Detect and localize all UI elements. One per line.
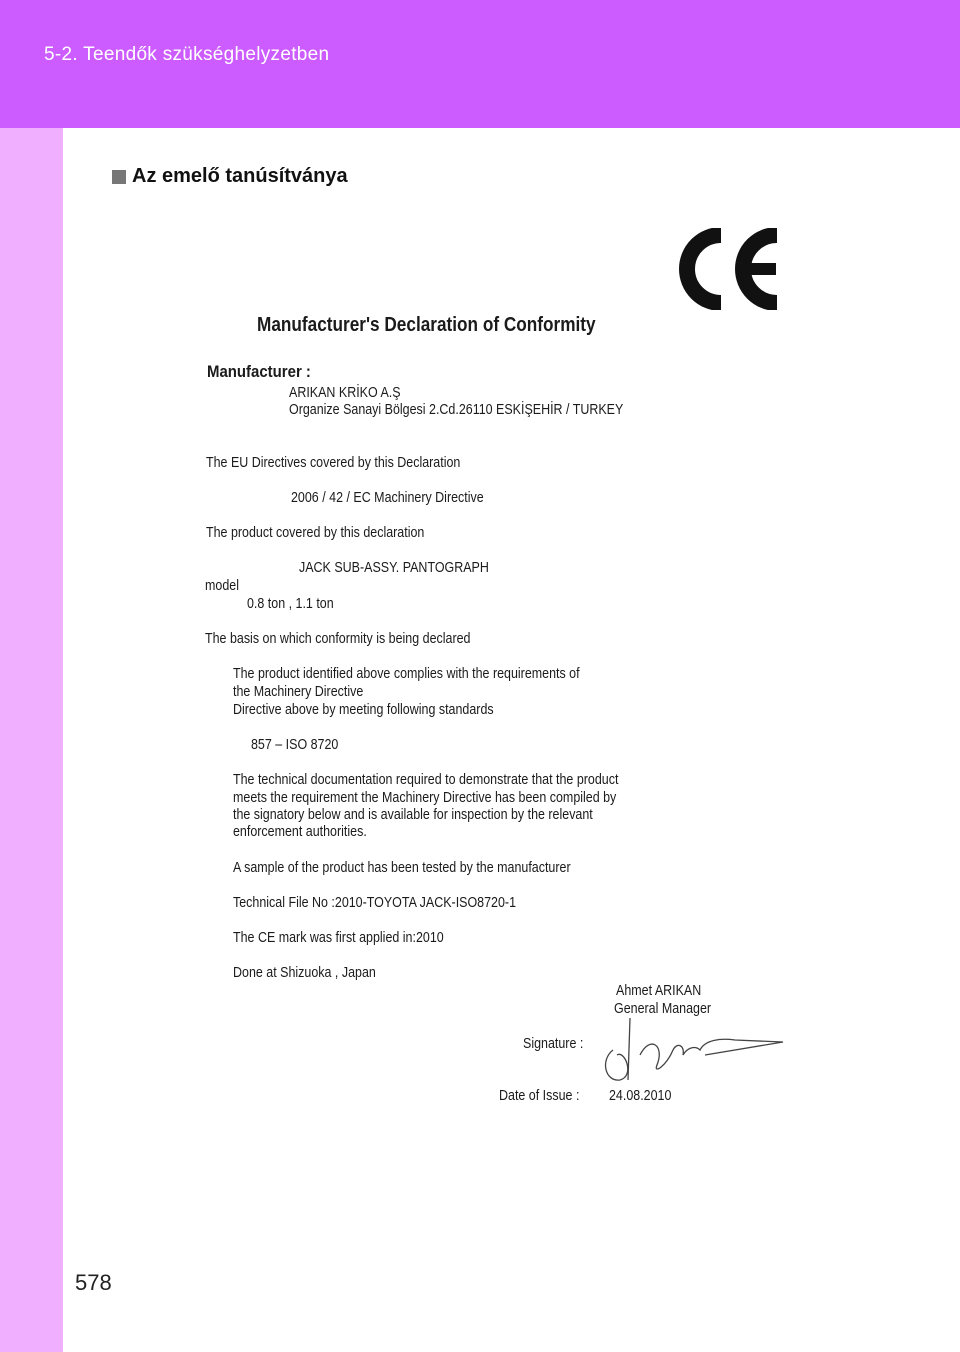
side-strip — [0, 128, 63, 1352]
basis-line: Directive above by meeting following standards — [233, 702, 494, 718]
manufacturer-name: ARIKAN KRİKO A.Ş — [289, 385, 401, 401]
manufacturer-address: Organize Sanayi Bölgesi 2.Cd.26110 ESKİŞEHİR / TURKEY — [289, 402, 624, 418]
standard: 857 – ISO 8720 — [251, 737, 339, 753]
bullet-square-icon — [112, 170, 126, 184]
basis-label: The basis on which conformity is being declared — [205, 631, 471, 647]
signature — [595, 1010, 785, 1088]
product-label: The product covered by this declaration — [206, 525, 425, 541]
section-title: 5-2. Teendők szükséghelyzetben — [44, 44, 330, 65]
signature-label: Signature : — [523, 1036, 584, 1052]
signer-title: General Manager — [614, 1001, 712, 1017]
done-at: Done at Shizuoka , Japan — [233, 965, 376, 981]
header-band — [0, 0, 960, 128]
section-heading — [112, 165, 348, 188]
technical-file: Technical File No :2010-TOYOTA JACK-ISO8720-1 — [233, 895, 517, 911]
product-name: JACK SUB-ASSY. PANTOGRAPH — [299, 560, 489, 576]
ce-applied: The CE mark was first applied in:2010 — [233, 930, 444, 946]
basis-line: the Machinery Directive — [233, 684, 364, 700]
date-label: Date of Issue : — [499, 1088, 580, 1104]
tech-doc-line: The technical documentation required to demonstrate that the product — [233, 772, 619, 788]
ce-mark-logo — [676, 228, 784, 310]
tech-doc-line: the signatory below and is available for inspection by the relevant — [233, 807, 593, 823]
model-value: 0.8 ton , 1.1 ton — [247, 596, 334, 612]
signer-name: Ahmet ARIKAN — [616, 983, 702, 999]
section-heading-text: Az emelő tanúsítványa — [132, 165, 348, 187]
directive: 2006 / 42 / EC Machinery Directive — [291, 490, 484, 506]
date-value: 24.08.2010 — [609, 1088, 672, 1104]
tech-doc-line: meets the requirement the Machinery Directive has been compiled by — [233, 790, 617, 806]
certificate-title: Manufacturer's Declaration of Conformity — [257, 314, 596, 336]
tech-doc-line: enforcement authorities. — [233, 824, 367, 840]
directives-label: The EU Directives covered by this Declaration — [206, 455, 461, 471]
model-label: model — [205, 578, 239, 594]
manufacturer-label: Manufacturer : — [207, 362, 311, 381]
page-number: 578 — [75, 1270, 112, 1295]
basis-line: The product identified above complies with the requirements of — [233, 666, 580, 682]
sample-text: A sample of the product has been tested by the manufacturer — [233, 860, 571, 876]
